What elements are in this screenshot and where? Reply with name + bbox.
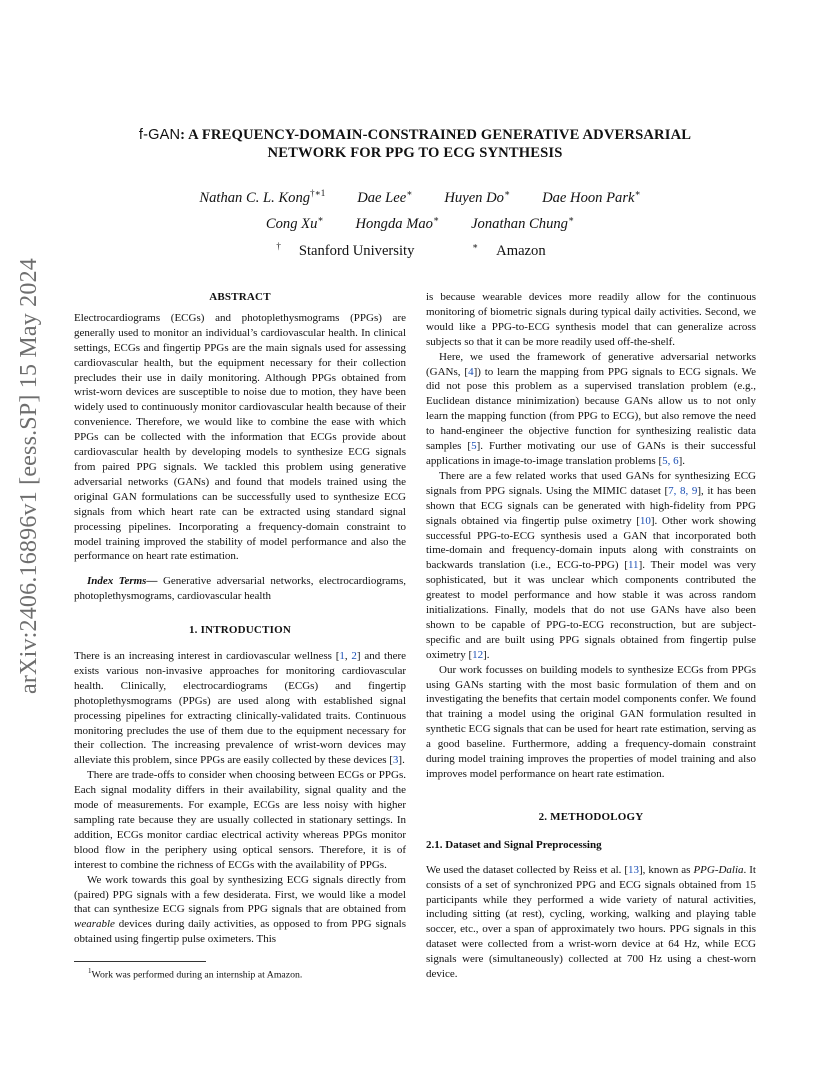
arxiv-identifier: arXiv:2406.16896v1 [eess.SP] 15 May 2024: [16, 258, 42, 694]
intro-paragraph-5: There are a few related works that used GANs for synthesizing ECG signals from PPG signals. Using the MIMIC dataset [7, 8, 9], it has been shown that ECG signals can be generated with high-fidelity from PPG signals obtained via fingertip pulse oximetry [10]. Other work showing successful PPG-to-ECG synthesis used a GAN that incorporated both time-domain and frequency-domain inputs along with constraints on backwards translation (i.e., ECG-to-PPG) [11]. Their model was very sophisticated, but it was unclear which components contributed the greatest to model performance and how stable it was across random initializations. Finally, models that do not use GANs have also been shown to be capable of PPG-to-ECG reconstruction, but are subject-specific and are built using PPG signals obtained from fingertip pulse oximetry [12].: [426, 469, 757, 661]
title-line1: : A FREQUENCY-DOMAIN-CONSTRAINED GENERATIVE ADVERSARIAL: [180, 127, 692, 143]
author: Hongda Mao∗: [355, 213, 440, 232]
author: Huyen Do∗: [444, 188, 511, 206]
affiliation: † Stanford University: [276, 241, 415, 259]
footnote-divider: [74, 961, 206, 962]
author: Dae Lee∗: [357, 188, 413, 206]
right-column: [426, 290, 756, 982]
intro-paragraph-6: Our work focusses on building models to synthesize ECGs from PPGs using GANs starting with the most basic formulation of them and on investigating the benefits that certain model components confer. We found that training a model using the original GAN formulation resulted in synthetic ECG signals that can be used for heart rate estimation, serving as a good baseline. Furthermore, adding a frequency-domain constraint during model training improves the properties of model training and also improves model performance on heart rate estimation.: [426, 663, 756, 780]
abstract-heading: ABSTRACT: [209, 291, 271, 303]
dataset-paragraph: We used the dataset collected by Reiss et al. [13], known as PPG-Dalia. It consists of a set of synchronized PPG and ECG signals obtained from 15 participants while they performed a wide variety of natural activities, including sitting (at rest), cycling, working, walking and playing table soccer, etc., over a span of approximately two hours. PPG signals in this dataset were collected from a wrist-worn device at 64 Hz, while ECG signals were (simultaneously) collected at 700 Hz using a chest-worn device.: [426, 863, 756, 981]
section-heading-introduction: 1. INTRODUCTION: [188, 624, 291, 637]
intro-paragraph-1: There is an increasing interest in cardiovascular wellness [1, 2] and there exists various non-invasive approaches for monitoring cardiovascular health. Clinically, electrocardiograms (ECGs) and fingertip photoplethysmograms (PPGs) are used along with established signal processing pipelines for extracting clinically-validated traits. Continuous monitoring precludes the use of them due to the equipment necessary for their collection. The increasing prevalence of wrist-worn devices may alleviate this problem, since PPGs are easily collected by these devices [3].: [74, 650, 407, 767]
intro-paragraph-3-cont: is because wearable devices more readily allow for the continuous monitoring of biometric signals during typical daily activities. Second, we would like a PPG-to-ECG synthesis model that can generalize across subjects so that it can be more readily used off-the-shelf.: [426, 291, 756, 348]
left-column: [74, 290, 406, 947]
citation-link[interactable]: 1: [339, 650, 345, 663]
citation-link[interactable]: 12: [472, 648, 484, 661]
author: Cong Xu∗: [265, 213, 324, 232]
author: Nathan C. L. Kong$^{\dagger∗1}$: [199, 188, 326, 206]
citation-link[interactable]: 5, 6: [662, 454, 679, 467]
intro-paragraph-4: Here, we used the framework of generative adversarial networks (GANs, [4]) to learn the mapping from PPG signals to ECG signals. We did not pose this problem as a supervised translation problem (e.g., Euclidean distance minimization) because GANs allow us to not only learn the mapping function (from PPG to ECG), but also remove the need to hand-engineer the objective function for synthesizing realistic data samples [5]. Further motivating our use of GANs is their successful applications in image-to-image translation problems [5, 6].: [426, 350, 757, 467]
index-terms: Index Terms— Generative adversarial networks, electrocardiograms, photoplethysmograms, cardiovascular health: [74, 575, 406, 603]
citation-link[interactable]: 7, 8, 9: [668, 484, 698, 497]
citation-link[interactable]: 3: [392, 754, 399, 767]
citation-link[interactable]: 11: [627, 559, 639, 572]
section-heading-methodology: 2. METHODOLOGY: [538, 810, 644, 823]
citation-link[interactable]: 13: [628, 863, 640, 876]
citation-link[interactable]: 10: [639, 514, 651, 527]
title-fgan: f-GAN: [138, 127, 181, 143]
abstract-text: Electrocardiograms (ECGs) and photoplethysmograms (PPGs) are generally used to monitor an individual’s cardiovascular health. In clinical settings, ECGs and fingertip PPGs are the main signals used for assessing cardiovascular health, but the equipment necessary for their collection precludes their use in daily monitoring. Although PPGs obtained from wrist-worn devices are susceptible to noise due to motion, they have been widely used to continuously monitor cardiovascular health because of their convenience. Therefore, we would like to combine the ease with which PPGs can be collected with the information that ECGs provide about cardiovascular health by developing models to synthesize ECG signals from paired PPG signals. We tackled this problem using generative adversarial networks (GANs) and found that models trained using the original GAN formulations can be successfully used to synthesize ECG signals from which heart rate can be extracted using standard signal processing pipelines. Incorporating a frequency-domain constraint to model training improved the stability of model performance and also the performance on heart rate estimation.: [74, 311, 406, 563]
author-list: [100, 183, 740, 235]
intro-paragraph-2: There are trade-offs to consider when choosing between ECGs or PPGs. Each signal modality differs in their availability, signal quality and the mode of measurements. For example, ECGs are less noisy with higher sampling rate because they are usually collected in stationary settings. In addition, ECGs monitor cardiac electrical activity whereas PPGs monitor blood flow in the periphery using optical sensors. Therefore, it is of interest to combine the richness of ECGs with the availability of PPGs.: [74, 769, 406, 871]
footnote: $^1$Work was performed during an internship at Amazon.: [88, 967, 303, 981]
title-line2: NETWORK FOR PPG TO ECG SYNTHESIS: [267, 145, 563, 161]
citation-link[interactable]: 5: [471, 440, 477, 453]
citation-link[interactable]: 2: [351, 650, 357, 663]
author: Dae Hoon Park∗: [542, 188, 641, 206]
intro-paragraph-3: We work towards this goal by synthesizing ECG signals directly from (paired) PPG signals with a few desiderata. First, we would like a model that can synthesize ECG signals from PPG signals that are obtained from wearable devices during daily activities, as opposed to from PPG signals obtained using fingertip pulse oximeters. This: [74, 873, 406, 946]
affiliation: ∗ Amazon: [472, 241, 546, 259]
affiliations: [100, 236, 740, 262]
paper-title: [70, 126, 760, 162]
citation-link[interactable]: 4: [468, 365, 474, 378]
subsection-heading-dataset: 2.1. Dataset and Signal Preprocessing: [426, 838, 602, 851]
author: Jonathan Chung∗: [471, 213, 575, 232]
